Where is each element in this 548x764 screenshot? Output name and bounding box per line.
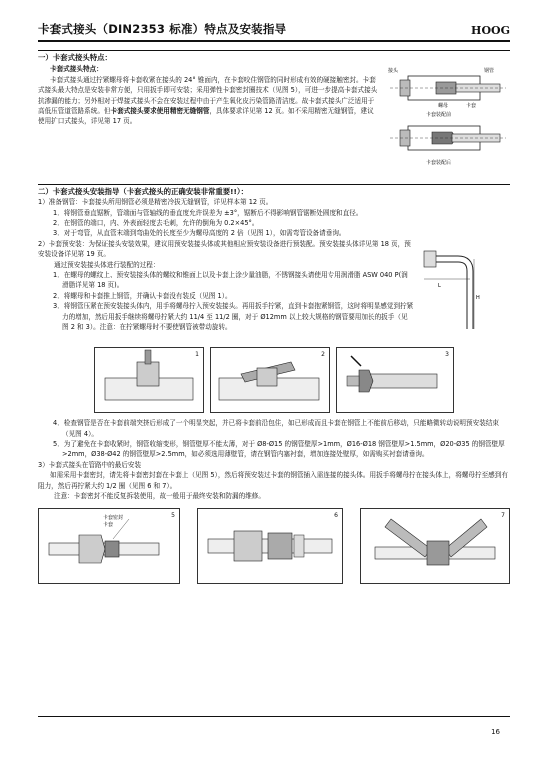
page-title: 卡套式接头（DIN2353 标准）特点及安装指导 [38, 22, 287, 36]
ring-label-fig5: 卡套 [103, 521, 114, 528]
section-1-text [38, 64, 380, 179]
step-3-text: 如需采用卡套密封，请先将卡套密封套在卡套上（见图 5），然后将预安装过卡套的钢管插入需连接的接头体。用扳手将螺母拧在接头体上，将螺母拧至感到有阻力，然后再拧紧大约 1/2 圈（见图 6 和 7）。 [38, 471, 508, 490]
step-2-block [38, 239, 510, 342]
precision-tube-note: 卡套式接头要求使用精密无缝钢管 [110, 107, 210, 116]
section-1-body [38, 64, 510, 179]
section-1-paragraph: 卡套式接头通过拧紧螺母将卡套收紧在接头的 24° 锥面内，在卡套咬住钢管的同时形成有效的硬接触密封。卡套式接头最大特点是安装非常方便，只用扳手即可安装；采用弹性卡套密封圈技术（见图 5），可进一步提高卡套式接头抗渗漏的能力；另外相对于焊接式接头不会在安装过程中由于产生氧化皮污染管路清洁度。故卡套式接头广泛适用于高低压管道管路系统。但卡套式接头要求使用精密无缝钢管，具体要求详见第 12 页。如不采用精密无缝钢管，建议使用扩口式接头，详见第 17 页。 [38, 75, 378, 126]
fitting-body-label: 接头 [388, 68, 399, 75]
seal-label: 卡套密封 [103, 514, 124, 521]
section-1-subtitle: 卡套式接头特点： [50, 65, 103, 74]
page-header [38, 20, 510, 42]
brand-logo-text: HOOG [471, 24, 510, 37]
svg-text:H: H [476, 294, 480, 301]
step-1-item: 3．对于弯管，从直管末端到弯曲处的长度至少为螺母高度的 2 倍（见图 1），如需弯管设备请垂询。 [53, 229, 346, 238]
step-2-title: 2）卡套预安装：为保证接头安装效果，建议用预安装接头体或其他相应预安装设备进行预装配。预安装接头体详见第 18 页，预安装设备详见第 19 页。 [38, 239, 411, 259]
figure-5: 5 卡套密封 卡套 [38, 508, 180, 584]
step-3-note: 注意：卡套密封不能反复拆装使用，故一般用于最终安装和防漏的维修。 [54, 492, 265, 501]
ring-label: 卡套 [466, 103, 477, 110]
figure-7: 7 [360, 508, 510, 584]
step-2-item: 5．为了避免在卡套收紧时，钢管收缩变形，钢管壁厚不能太薄，对于 Ø8-Ø15 的钢管壁厚>1mm，Ø16-Ø18 钢管壁厚>1.5mm，Ø20-Ø35 的钢管壁厚>2mm，Ø38-Ø42 的钢管壁厚>2.5mm，如必须选用薄壁管，请在钢管内塞衬套，增加连接处壁厚，如需购买衬套请垂询。 [53, 440, 505, 459]
bent-tube-figure [418, 239, 510, 342]
page-footer-rule [38, 716, 510, 726]
figure-3: 3 [336, 347, 454, 413]
before-assembly-caption: 卡套装配前 [426, 112, 452, 119]
figures-row-top [94, 347, 510, 413]
step-2-item: 2．将螺母和卡套推上钢管，并确认卡套没有装反（见图 1）。 [53, 291, 232, 300]
nut-label: 螺母 [438, 103, 449, 110]
step-1-item: 2．在钢管的端口，内、外表面轻度去毛刺，允许的倒角为 0.2×45°。 [53, 219, 259, 228]
figures-row-bottom [38, 508, 510, 584]
page-number: 16 [491, 728, 500, 736]
figure-1: 1 [94, 347, 204, 413]
fitting-cross-section-figure [386, 64, 510, 179]
svg-text:L: L [438, 282, 441, 289]
main-content [38, 50, 510, 584]
step-2-item: 4．检查钢管是否在卡套前端突挤后形成了一个明显突起，并已将卡套前沿包住，如已形成而且卡套在钢管上不能前后移动，只能略微转动说明预安装结束（见图 4）。 [53, 419, 499, 438]
figure-6: 6 [197, 508, 343, 584]
step-2-lead: 通过预安装接头体进行装配的过程： [54, 260, 160, 269]
figure-2: 2 [210, 347, 330, 413]
step-2-item: 3．将钢管压紧在预安装接头体内，用手将螺母拧入预安装接头。再用扳手拧紧，直到卡套抱紧钢管，这时将明显感觉到拧紧力的增加，然后用扳手继续将螺母拧紧大约 11/4 至 11/2 圈，对于 Ø12mm 以上较大规格的钢管要用加长的扳手（见图 2 和 3）。注意：在拧紧螺母时不要使钢管被带动旋转。 [53, 302, 414, 332]
section-2-title: 二）卡套式接头安装指导（卡套式接头的正确安装非常重要!!）： [38, 184, 510, 197]
tube-label: 钢管 [484, 68, 495, 75]
step-2-item: 1．在螺母的螺纹上、预安装接头体的螺纹和锥面上以及卡套上涂少量油脂，不锈钢接头请使用专用润滑脂 ASW 040 P(润滑脂详见第 18 页)。 [53, 271, 408, 290]
section-1-title: 一）卡套式接头特点： [38, 50, 510, 63]
step-1-title: 1）准备钢管：卡套接头所用钢管必须是精密冷拔无缝钢管，详见样本第 12 页。 [38, 198, 273, 207]
step-3-title: 3）卡套式接头在管路中的最后安装 [38, 460, 142, 469]
step-1-item: 1．将钢管垂直锯断，管端面与管轴线的垂直度允许误差为 ±3°，锯断后不得影响钢管锯断处圆度和直径。 [53, 208, 363, 217]
after-assembly-caption: 卡套装配后 [426, 160, 452, 167]
